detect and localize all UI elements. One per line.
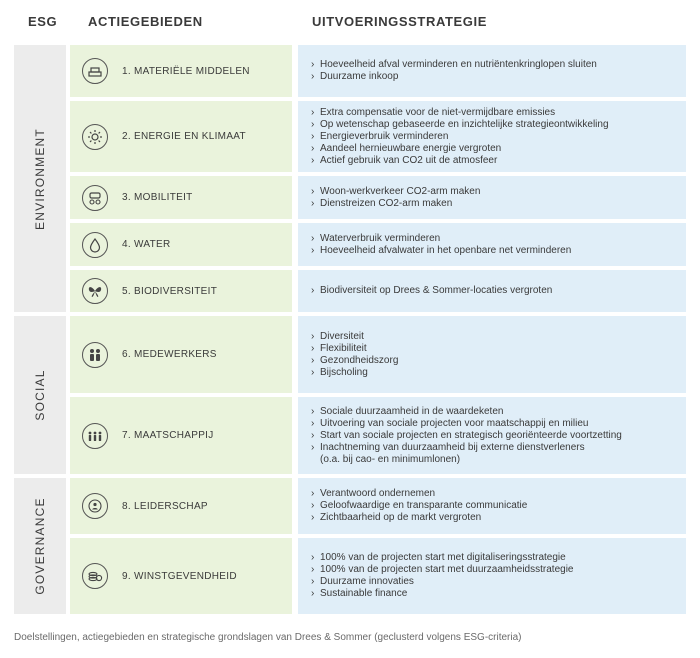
strategie-item: › 100% van de projecten start met duurzaamheidsstrategie xyxy=(298,564,686,576)
strategie-item: › Op wetenschap gebaseerde en inzichtelijke strategieontwikkeling xyxy=(298,119,686,131)
strategie-cell xyxy=(298,176,686,219)
actiegebied-row xyxy=(70,478,292,534)
strategie-item: › Geloofwaardige en transparante communicatie xyxy=(298,500,686,512)
actiegebied-row xyxy=(70,397,292,474)
strategie-item: › Diversiteit xyxy=(298,331,686,343)
header-esg: ESG xyxy=(28,14,58,29)
header-actiegebieden: ACTIEGEBIEDEN xyxy=(88,14,203,29)
sun-icon xyxy=(82,124,108,150)
strategie-cell xyxy=(298,270,686,312)
strategie-cell xyxy=(298,101,686,172)
butterfly-icon xyxy=(82,278,108,304)
strategie-item: › Hoeveelheid afvalwater in het openbare net verminderen xyxy=(298,245,686,257)
strategie-item: › Sociale duurzaamheid in de waardeketen xyxy=(298,406,686,418)
strategie-item: › Zichtbaarheid op de markt vergroten xyxy=(298,512,686,524)
esg-group-social xyxy=(14,316,66,474)
actiegebied-label: 1. MATERIËLE MIDDELEN xyxy=(122,65,250,77)
strategie-cell xyxy=(298,223,686,266)
actiegebied-label: 2. ENERGIE EN KLIMAAT xyxy=(122,131,246,142)
actiegebied-row xyxy=(70,101,292,172)
strategie-cell xyxy=(298,478,686,534)
people-icon xyxy=(82,342,108,368)
strategie-item: › Duurzame inkoop xyxy=(298,71,686,83)
materials-icon xyxy=(82,58,108,84)
strategie-item: › Duurzame innovaties xyxy=(298,576,686,588)
strategie-item: › Flexibiliteit xyxy=(298,343,686,355)
header-strategie: UITVOERINGSSTRATEGIE xyxy=(312,14,487,29)
strategie-item: › Waterverbruik verminderen xyxy=(298,233,686,245)
actiegebied-label: 7. MAATSCHAPPIJ xyxy=(122,430,214,441)
strategie-item: › Gezondheidszorg xyxy=(298,355,686,367)
strategie-item: › Verantwoord ondernemen xyxy=(298,488,686,500)
strategie-item: › Energieverbruik verminderen xyxy=(298,131,686,143)
actiegebied-label: 9. WINSTGEVENDHEID xyxy=(122,570,237,582)
strategie-cell xyxy=(298,397,686,474)
actiegebied-row xyxy=(70,270,292,312)
community-icon xyxy=(82,423,108,449)
mobility-icon xyxy=(82,185,108,211)
actiegebied-label: 8. LEIDERSCHAP xyxy=(122,500,208,512)
strategie-item: › Actief gebruik van CO2 uit de atmosfeer xyxy=(298,155,686,167)
strategie-item: › Inachtneming van duurzaamheid bij externe dienstverleners xyxy=(298,442,686,454)
strategie-item: › Start van sociale projecten en strategisch georiënteerde voortzetting xyxy=(298,430,686,442)
actiegebied-label: 5. BIODIVERSITEIT xyxy=(122,285,218,297)
strategie-item: › Woon-werkverkeer CO2-arm maken xyxy=(298,186,686,198)
strategie-item: › Bijscholing xyxy=(298,367,686,379)
actiegebied-label: 3. MOBILITEIT xyxy=(122,192,193,203)
actiegebied-row xyxy=(70,223,292,266)
strategie-cell xyxy=(298,316,686,393)
actiegebied-label: 6. MEDEWERKERS xyxy=(122,349,217,360)
strategie-item: › Biodiversiteit op Drees & Sommer-locaties vergroten xyxy=(298,285,686,297)
leadership-icon xyxy=(82,493,108,519)
strategie-item: › Dienstreizen CO2-arm maken xyxy=(298,198,686,210)
strategie-item: › 100% van de projecten start met digitaliseringsstrategie xyxy=(298,552,686,564)
figure-caption: Doelstellingen, actiegebieden en strategische grondslagen van Drees & Sommer (geclusterd volgens ESG-criteria) xyxy=(14,632,522,643)
strategie-item: › Sustainable finance xyxy=(298,588,686,600)
coins-icon xyxy=(82,563,108,589)
strategie-cell xyxy=(298,538,686,614)
strategie-item: (o.a. bij cao- en minimumlonen) xyxy=(320,453,461,465)
actiegebied-row xyxy=(70,538,292,614)
actiegebied-row xyxy=(70,45,292,97)
strategie-item: › Uitvoering van sociale projecten voor maatschappij en milieu xyxy=(298,418,686,430)
esg-group-governance xyxy=(14,478,66,614)
strategie-cell xyxy=(298,45,686,97)
esg-group-environment xyxy=(14,45,66,312)
esg-label-governance: GOVERNANCE xyxy=(33,497,47,595)
esg-label-social: SOCIAL xyxy=(33,369,47,421)
water-drop-icon xyxy=(82,232,108,258)
esg-label-environment: ENVIRONMENT xyxy=(33,127,47,230)
actiegebied-label: 4. WATER xyxy=(122,239,171,250)
strategie-item: › Extra compensatie voor de niet-vermijdbare emissies xyxy=(298,107,686,119)
actiegebied-row xyxy=(70,176,292,219)
strategie-item: › Hoeveelheid afval verminderen en nutriëntenkringlopen sluiten xyxy=(298,59,686,71)
strategie-item: › Aandeel hernieuwbare energie vergroten xyxy=(298,143,686,155)
actiegebied-row xyxy=(70,316,292,393)
